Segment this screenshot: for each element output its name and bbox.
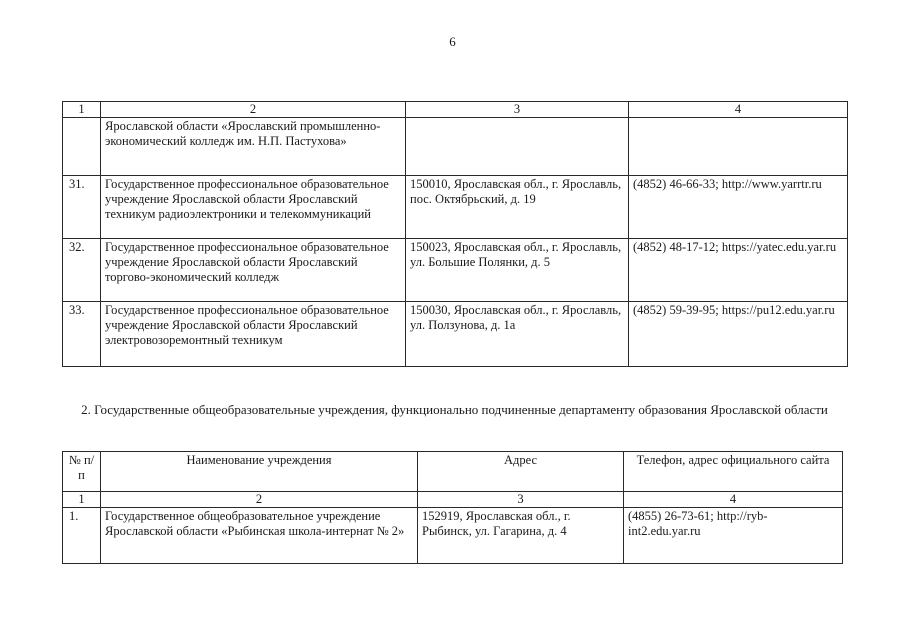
column-number: 1 — [63, 102, 101, 118]
header-contact: Телефон, адрес официального сайта — [624, 452, 843, 492]
table-row — [63, 239, 848, 302]
column-number: 1 — [63, 492, 101, 508]
table-row — [63, 508, 843, 564]
row-index: 33. — [63, 302, 101, 367]
institution-address: 150030, Ярославская обл., г. Ярославль, ул. Ползунова, д. 1а — [406, 302, 629, 367]
institution-address: 150023, Ярославская обл., г. Ярославль, ул. Большие Полянки, д. 5 — [406, 239, 629, 302]
institution-contact: (4852) 46-66-33; http://www.yarrtr.ru — [629, 176, 848, 239]
row-index: 31. — [63, 176, 101, 239]
row-index: 32. — [63, 239, 101, 302]
column-number: 3 — [406, 102, 629, 118]
column-number-row — [63, 102, 848, 118]
institution-contact: (4852) 59-39-95; https://pu12.edu.yar.ru — [629, 302, 848, 367]
column-number: 4 — [629, 102, 848, 118]
institution-address: 150010, Ярославская обл., г. Ярославль, пос. Октябрьский, д. 19 — [406, 176, 629, 239]
header-num: № п/п — [63, 452, 101, 492]
row-index — [63, 118, 101, 176]
table-row — [63, 118, 848, 176]
institutions-table-1 — [62, 101, 848, 367]
column-number: 2 — [101, 102, 406, 118]
institution-name: Государственное профессиональное образовательное учреждение Ярославской области Ярославский электровозоремонтный техникум — [101, 302, 406, 367]
page-number: 6 — [449, 34, 456, 49]
column-number-row — [63, 492, 843, 508]
column-number: 3 — [418, 492, 624, 508]
column-number: 4 — [624, 492, 843, 508]
institution-name: Государственное профессиональное образовательное учреждение Ярославской области Ярославский торгово-экономический колледж — [101, 239, 406, 302]
table-row — [63, 302, 848, 367]
header-name: Наименование учреждения — [101, 452, 418, 492]
institution-name: Ярославской области «Ярославский промышленно-экономический колледж им. Н.П. Пастухова» — [101, 118, 406, 176]
header-address: Адрес — [418, 452, 624, 492]
institution-contact: (4855) 26-73-61; http://ryb-int2.edu.yar.ru — [624, 508, 843, 564]
row-index: 1. — [63, 508, 101, 564]
institution-name: Государственное профессиональное образовательное учреждение Ярославской области Ярославский техникум радиоэлектроники и телекоммуникаций — [101, 176, 406, 239]
column-number: 2 — [101, 492, 418, 508]
institutions-table-2 — [62, 451, 843, 564]
institution-address — [406, 118, 629, 176]
section-heading: 2. Государственные общеобразовательные учреждения, функционально подчиненные департаменту образования Ярославской области — [81, 402, 828, 417]
institution-name: Государственное общеобразовательное учреждение Ярославской области «Рыбинская школа-интернат № 2» — [101, 508, 418, 564]
institution-contact — [629, 118, 848, 176]
institution-address: 152919, Ярославская обл., г. Рыбинск, ул. Гагарина, д. 4 — [418, 508, 624, 564]
table-row — [63, 176, 848, 239]
institution-contact: (4852) 48-17-12; https://yatec.edu.yar.ru — [629, 239, 848, 302]
header-row — [63, 452, 843, 492]
